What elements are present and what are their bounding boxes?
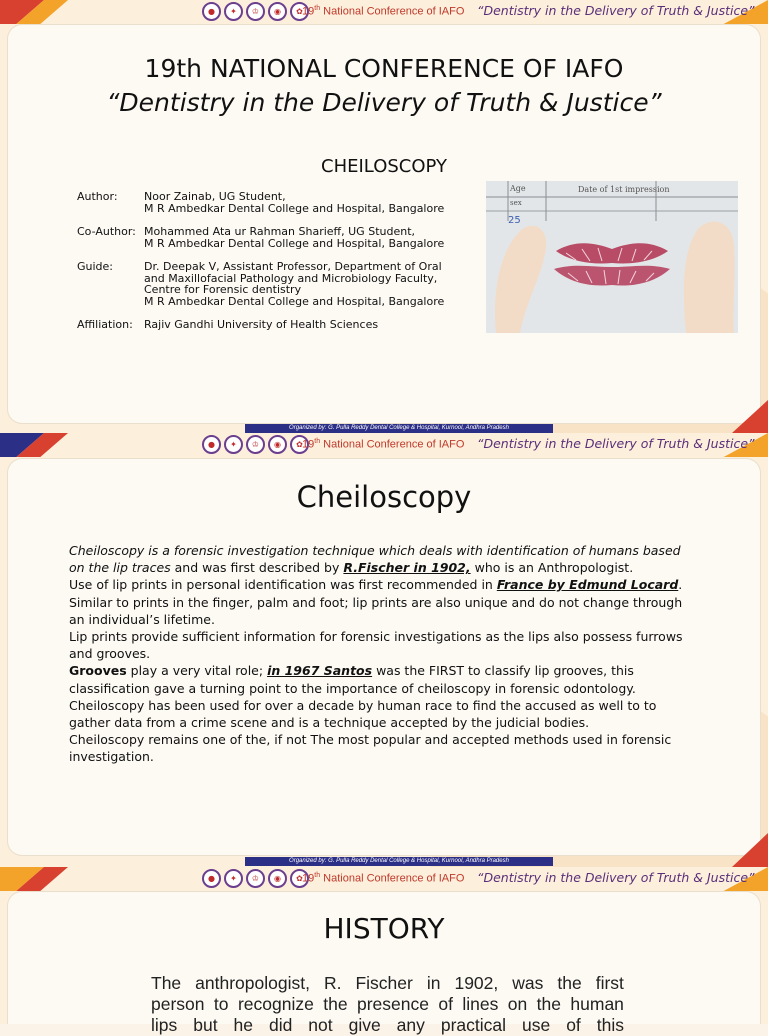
history-line-2 [151,994,624,1015]
affiliation-label: Affiliation: [77,318,133,331]
coauthor-value: Mohammed Ata ur Rahman Sharieff, UG Student, M R Ambedkar Dental College and Hospital, Bangalore [144,225,445,250]
history-word: the [323,994,348,1014]
emblem-logo-icon: ✦ [224,2,243,21]
footer-decoration [0,400,768,433]
iafo-logo-icon: ● [202,2,221,21]
conference-label: 19th National Conference of IAFO [302,5,465,18]
history-word: presence [356,994,429,1014]
svg-text:Age: Age [510,184,526,193]
history-word: but [193,1015,218,1035]
emblem-logo-icon: ✦ [224,869,243,888]
history-word: on [507,994,528,1014]
slide-title-line1: 19th NATIONAL CONFERENCE OF IAFO [144,54,624,83]
history-heading: HISTORY [323,912,445,945]
history-word: he [233,1015,253,1035]
college-logo-icon: ♔ [246,869,265,888]
dental-logo-icon: ◉ [268,869,287,888]
history-word: human [570,994,624,1014]
author-label: Author: [77,190,118,203]
history-word: practical [440,1015,507,1035]
history-word: lines [462,994,499,1014]
history-word: The [151,973,182,993]
history-word: recognize [237,994,314,1014]
organizer-bar: Organized by: G. Pulla Reddy Dental College & Hospital, Kurnool, Andhra Pradesh [245,857,553,866]
affiliation-value: Rajiv Gandhi University of Health Sciences [144,318,379,331]
history-word: 1902, [454,973,499,993]
history-word: first [595,973,624,993]
footer-decoration [0,833,768,867]
history-word: of [566,1015,581,1035]
lip-print-photo [486,181,738,333]
topic-subtitle: CHEILOSCOPY [321,156,447,177]
organizer-bar: Organized by: G. Pulla Reddy Dental College & Hospital, Kurnool, Andhra Pradesh [245,424,553,433]
guide-value: Dr. Deepak V, Assistant Professor, Department of Oral and Maxillofacial Pathology and Microbiology Faculty, Centre for Forensic dentistry M R Ambedkar Dental College and Hospital, Bangalore [144,260,445,308]
iafo-logo-icon: ● [202,869,221,888]
logo-strip [202,435,309,454]
emblem-logo-icon: ✦ [224,435,243,454]
history-word: of [438,994,453,1014]
history-word: lips [151,1015,178,1035]
history-word: Fischer [355,973,413,993]
university-logo-icon: ✿ [290,435,309,454]
slide-title-line2: “Dentistry in the Delivery of Truth & Justice” [106,88,662,117]
history-word: in [426,973,441,993]
history-word: use [522,1015,551,1035]
college-logo-icon: ♔ [246,435,265,454]
svg-text:Date of 1st impression: Date of 1st impression [578,185,670,194]
logo-strip [202,869,309,888]
history-line-3 [151,1015,624,1036]
coauthor-label: Co-Author: [77,225,136,238]
slide-title [0,0,768,433]
history-word: to [213,994,229,1014]
history-word: the [557,973,582,993]
conference-label: 19th National Conference of IAFO [302,872,465,885]
history-word: not [308,1015,333,1035]
history-line-1 [151,973,624,994]
svg-text:25: 25 [508,215,521,226]
cheiloscopy-body: Cheiloscopy is a forensic investigation technique which deals with identification of humans based on the lip traces and was first described by R.Fischer in 1902, who is an Anthropologist. Use of lip prints in personal identification was first recommended in France by Edmund Locard. Similar to prints in the finger, palm and foot; lip prints are also unique and do not change through an individual’s lifetime. Lip prints provide sufficient information for forensic investigations as the lips also possess furrows and grooves. Grooves play a very vital role; in 1967 Santos was the FIRST to classify lip grooves, this classification gave a turning point to the importance of cheiloscopy in forensic odontology. Cheiloscopy has been used for over a decade by human race to find the accused as well to to gather data from a crime scene and is a technique accepted by the judicial bodies. Cheiloscopy remains one of the, if not The most popular and accepted methods used in forensic investigation. [69,543,683,765]
history-word: anthropologist, [195,973,310,993]
header-tagline: “Dentistry in the Delivery of Truth & Justice” [477,436,755,451]
author-value: Noor Zainab, UG Student, M R Ambedkar Dental College and Hospital, Bangalore [144,190,445,215]
history-word: was [512,973,544,993]
university-logo-icon: ✿ [290,2,309,21]
guide-label: Guide: [77,260,114,273]
history-word: give [348,1015,381,1035]
college-logo-icon: ♔ [246,2,265,21]
history-word: the [536,994,561,1014]
logo-strip [202,2,309,21]
conference-label: 19th National Conference of IAFO [302,438,465,451]
header-tagline: “Dentistry in the Delivery of Truth & Justice” [477,3,755,18]
dental-logo-icon: ◉ [268,435,287,454]
header-tagline: “Dentistry in the Delivery of Truth & Justice” [477,870,755,885]
history-word: this [596,1015,624,1035]
history-word: person [151,994,205,1014]
history-word: R. [323,973,342,993]
cheiloscopy-heading: Cheiloscopy [296,480,472,514]
history-word: any [396,1015,425,1035]
university-logo-icon: ✿ [290,869,309,888]
iafo-logo-icon: ● [202,435,221,454]
dental-logo-icon: ◉ [268,2,287,21]
history-body [151,973,624,1036]
svg-text:sex: sex [510,199,522,207]
history-word: did [268,1015,293,1035]
